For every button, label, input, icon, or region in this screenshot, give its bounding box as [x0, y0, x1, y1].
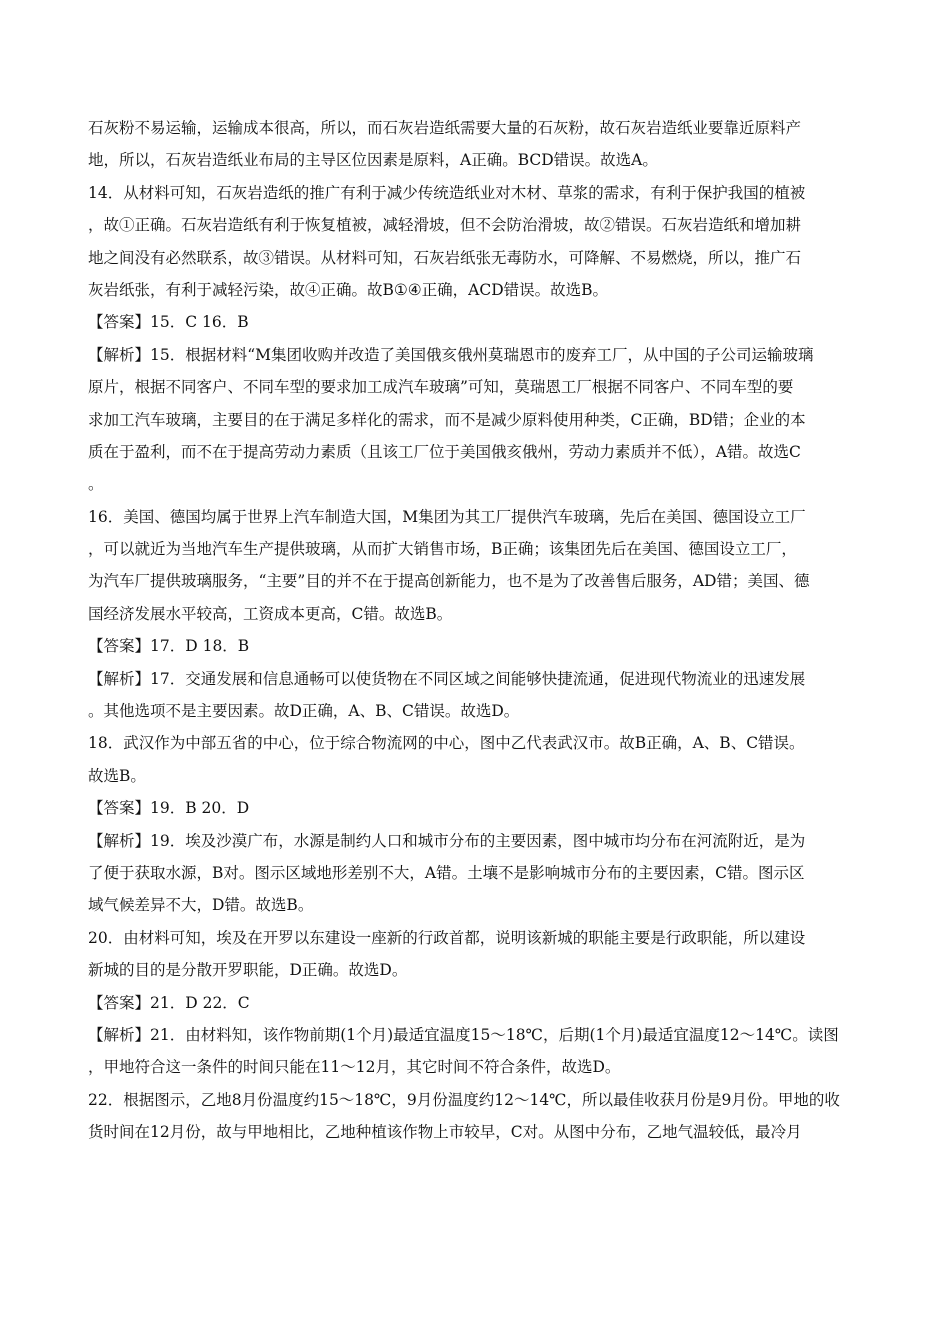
text-line: 。: [88, 475, 104, 494]
text-line: 石灰粉不易运输，运输成本很高，所以，而石灰岩造纸需要大量的石灰粉，故石灰岩造纸业要靠近原料产: [88, 119, 802, 137]
analysis-line: 【解析】17．交通发展和信息通畅可以使货物在不同区域之间能够快捷流通，促进现代物流业的迅速发展: [88, 669, 806, 688]
text-line: 货时间在12月份，故与甲地相比，乙地种植该作物上市较早，C对。从图中分布，乙地气温较低，最冷月: [88, 1123, 802, 1142]
text-line: 20．由材料可知，埃及在开罗以东建设一座新的行政首都，说明该新城的职能主要是行政职能，所以建设: [88, 928, 806, 947]
text-line: 16．美国、德国均属于世界上汽车制造大国，M集团为其工厂提供汽车玻璃，先后在美国、德国设立工厂: [88, 507, 806, 526]
text-line: 地，所以，石灰岩造纸业布局的主导区位因素是原料，A正确。BCD错误。故选A。: [88, 151, 658, 170]
text-line: ，故①正确。石灰岩造纸有利于恢复植被，减轻滑坡，但不会防治滑坡，故②错误。石灰岩造纸和增加耕: [88, 216, 802, 235]
text-line: 为汽车厂提供玻璃服务，“主要”目的并不在于提高创新能力，也不是为了改善售后服务，AD错；美国、德: [88, 572, 810, 591]
analysis-line: 【解析】15．根据材料“M集团收购并改造了美国俄亥俄州莫瑞恩市的废弃工厂，从中国的子公司运输玻璃: [88, 345, 814, 364]
text-line: 质在于盈利，而不在于提高劳动力素质（且该工厂位于美国俄亥俄州，劳动力素质并不低），A错。故选C: [88, 442, 801, 461]
answer-line: 【答案】17．D 18．B: [88, 637, 250, 656]
text-line: 原片，根据不同客户、不同车型的要求加工成汽车玻璃”可知，莫瑞恩工厂根据不同客户、不同车型的要: [88, 378, 794, 397]
text-line: 地之间没有必然联系，故③错误。从材料可知，石灰岩纸张无毒防水，可降解、不易燃烧，所以，推广石: [88, 248, 802, 267]
answer-line: 【答案】19．B 20．D: [88, 799, 250, 818]
text-line: 14．从材料可知，石灰岩造纸的推广有利于减少传统造纸业对木材、草浆的需求，有利于保护我国的植被: [88, 183, 806, 202]
text-line: 灰岩纸张，有利于减轻污染，故④正确。故B①④正确，ACD错误。故选B。: [88, 280, 609, 299]
text-line: 域气候差异不大，D错。故选B。: [88, 896, 314, 915]
text-line: 新城的目的是分散开罗职能，D正确。故选D。: [88, 961, 408, 980]
text-line: 了便于获取水源，B对。图示区域地形差别不大，A错。土壤不是影响城市分布的主要因素，C错。图示区: [88, 863, 805, 882]
text-line: 求加工汽车玻璃，主要目的在于满足多样化的需求，而不是减少原料使用种类，C正确，BD错；企业的本: [88, 410, 806, 429]
answer-line: 【答案】15．C 16．B: [88, 313, 249, 332]
answer-line: 【答案】21．D 22．C: [88, 993, 250, 1012]
analysis-line: 【解析】19．埃及沙漠广布，水源是制约人口和城市分布的主要因素，图中城市均分布在河流附近，是为: [88, 831, 806, 850]
document-body: [88, 112, 863, 1149]
text-line: 。其他选项不是主要因素。故D正确，A、B、C错误。故选D。: [88, 702, 520, 721]
text-line: ，甲地符合这一条件的时间只能在11～12月，其它时间不符合条件，故选D。: [88, 1058, 621, 1077]
text-line: 国经济发展水平较高，工资成本更高，C错。故选B。: [88, 604, 453, 623]
text-line: 22．根据图示，乙地8月份温度约15～18℃，9月份温度约12～14℃，所以最佳收获月份是9月份。甲地的收: [88, 1090, 840, 1109]
text-line: 故选B。: [88, 766, 146, 785]
text-line: ，可以就近为当地汽车生产提供玻璃，从而扩大销售市场，B正确；该集团先后在美国、德国设立工厂，: [88, 540, 797, 559]
text-line: 18．武汉作为中部五省的中心，位于综合物流网的中心，图中乙代表武汉市。故B正确，A、B、C错误。: [88, 734, 805, 753]
analysis-line: 【解析】21．由材料知，该作物前期(1个月)最适宜温度15～18℃，后期(1个月)最适宜温度12～14℃。读图: [88, 1025, 839, 1044]
